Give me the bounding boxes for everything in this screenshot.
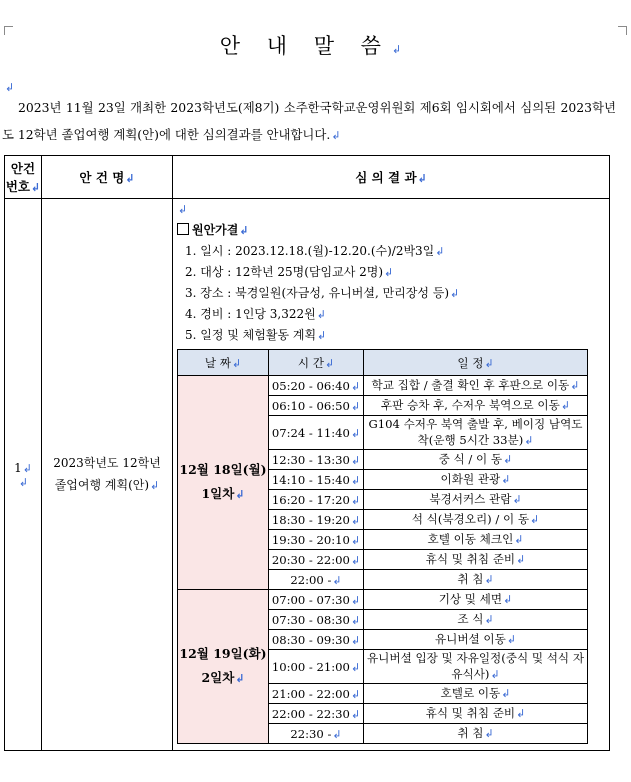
- schedule-plan: 유니버셜 이동: [434, 632, 506, 646]
- text-line: 2023학년도 12학년: [53, 456, 161, 470]
- schedule-table: [177, 349, 588, 744]
- schedule-time-cell: [269, 684, 364, 704]
- schedule-header-date: [178, 350, 269, 376]
- paragraph-mark-icon: ↲: [332, 573, 342, 587]
- schedule-time: 05:20 - 06:40: [271, 378, 350, 393]
- paragraph-mark-icon: ↲: [570, 379, 580, 392]
- paragraph-mark-icon: ↲: [484, 613, 494, 626]
- schedule-time-cell: [269, 570, 364, 590]
- checkbox-icon: [177, 223, 189, 235]
- schedule-plan: 후판 승차 후, 수저우 북역으로 이동: [380, 398, 560, 412]
- table-header-row: [5, 156, 610, 199]
- paragraph-mark-icon: ↲: [506, 633, 517, 646]
- schedule-date: 12월 18일(월): [179, 462, 267, 477]
- paragraph-mark-icon: ↲: [484, 356, 494, 370]
- paragraph-mark-icon: ↲: [350, 613, 361, 627]
- blank-line: [4, 76, 14, 95]
- schedule-plan: 석 식(북경오리) / 이 동: [411, 512, 530, 526]
- paragraph-mark-icon: ↲: [18, 475, 29, 489]
- table-row: [5, 199, 610, 751]
- paragraph-mark-icon: ↲: [235, 488, 245, 501]
- paragraph-mark-icon: ↲: [435, 245, 445, 258]
- paragraph-mark-icon: ↲: [503, 453, 513, 466]
- schedule-time-cell: [269, 416, 364, 450]
- schedule-plan: 북경서커스 관람: [429, 492, 512, 506]
- schedule-time: 22:00 -: [290, 572, 332, 587]
- schedule-plan: 유니버셜 입장 및 자유일정(중식 및 석식 자유식사): [366, 651, 585, 681]
- detail-text: 1. 일시 : 2023.12.18.(월)-12.20.(수)/2박3일: [185, 244, 435, 258]
- schedule-plan: 호텔 이동 체크인: [427, 532, 514, 546]
- paragraph-mark-icon: ↲: [178, 203, 188, 216]
- schedule-time-cell: [269, 650, 364, 684]
- detail-list: [177, 241, 609, 346]
- paragraph-mark-icon: ↲: [350, 707, 361, 721]
- schedule-plan: 학교 집합 / 출결 확인 후 후판으로 이동: [371, 378, 570, 392]
- agenda-name-cell: [42, 199, 173, 751]
- schedule-header-date-text: 날 짜: [204, 355, 231, 370]
- paragraph-mark-icon: ↲: [516, 707, 526, 720]
- schedule-plan-cell: [364, 530, 588, 550]
- schedule-time: 20:30 - 22:00: [271, 552, 350, 567]
- schedule-plan-cell: [364, 490, 588, 510]
- schedule-time: 19:30 - 20:10: [271, 532, 350, 547]
- schedule-header-row: [178, 350, 588, 376]
- paragraph-mark-icon: ↲: [501, 687, 511, 700]
- schedule-plan-cell: [364, 724, 588, 744]
- schedule-time-cell: [269, 470, 364, 490]
- schedule-time-cell: [269, 610, 364, 630]
- schedule-plan-cell: [364, 704, 588, 724]
- schedule-plan-cell: [364, 610, 588, 630]
- schedule-date-cell: [178, 376, 269, 590]
- schedule-date: 12월 19일(화): [179, 646, 267, 661]
- schedule-time: 06:10 - 06:50: [271, 398, 350, 413]
- schedule-day-label: 1일차: [201, 486, 235, 501]
- schedule-row: [178, 590, 588, 610]
- decision-text: 원안가결: [192, 223, 239, 237]
- paragraph-mark-icon: ↲: [350, 660, 361, 674]
- paragraph-mark-icon: ↲: [391, 43, 412, 56]
- paragraph-mark-icon: ↲: [30, 181, 41, 194]
- document-title: [0, 30, 631, 60]
- header-agenda-number-text: [6, 161, 40, 194]
- schedule-plan: 기상 및 세면: [438, 592, 503, 606]
- paragraph-mark-icon: ↲: [516, 553, 526, 566]
- schedule-time-cell: [269, 550, 364, 570]
- paragraph-mark-icon: ↲: [417, 172, 427, 185]
- review-result-cell: [173, 199, 610, 751]
- schedule-plan: 취 침: [457, 572, 484, 586]
- schedule-header-plan: [364, 350, 588, 376]
- detail-text: 5. 일정 및 체험활동 계획: [185, 328, 317, 342]
- paragraph-mark-icon: ↲: [22, 461, 32, 475]
- schedule-time: 10:00 - 21:00: [271, 659, 350, 674]
- agenda-name: [53, 456, 161, 492]
- agenda-number: 1: [14, 460, 22, 475]
- paragraph-mark-icon: ↲: [350, 593, 361, 607]
- schedule-plan-cell: [364, 376, 588, 396]
- schedule-time: 16:20 - 17:20: [271, 492, 350, 507]
- paragraph-mark-icon: ↲: [239, 224, 249, 237]
- paragraph-mark-icon: ↲: [484, 727, 494, 740]
- paragraph-mark-icon: ↲: [350, 399, 361, 413]
- schedule-plan: 휴식 및 취침 준비: [425, 706, 516, 720]
- schedule-plan-cell: [364, 550, 588, 570]
- schedule-plan-cell: [364, 510, 588, 530]
- paragraph-mark-icon: ↲: [324, 356, 335, 370]
- paragraph-mark-icon: ↲: [350, 633, 361, 647]
- paragraph-mark-icon: ↲: [530, 513, 540, 526]
- paragraph-mark-icon: ↲: [512, 493, 522, 506]
- schedule-time: 12:30 - 13:30: [271, 452, 350, 467]
- header-review-result-text: 심 의 결 과: [355, 170, 417, 185]
- agenda-number-cell: [5, 199, 42, 751]
- schedule-plan-cell: [364, 470, 588, 490]
- paragraph-mark-icon: ↲: [524, 434, 534, 447]
- paragraph-mark-icon: ↲: [560, 399, 571, 412]
- schedule-plan-cell: [364, 450, 588, 470]
- schedule-plan: 조 식: [457, 612, 484, 626]
- schedule-time: 14:10 - 15:40: [271, 472, 350, 487]
- paragraph-mark-icon: ↲: [514, 533, 524, 546]
- paragraph-mark-icon: ↲: [490, 668, 500, 681]
- schedule-time-cell: [269, 396, 364, 416]
- schedule-time: 07:24 - 11:40: [271, 425, 350, 440]
- schedule-plan: 이화원 관광: [440, 472, 501, 486]
- schedule-plan-cell: [364, 590, 588, 610]
- text-line: 졸업여행 계획(안): [54, 478, 150, 492]
- detail-text: 4. 경비 : 1인당 3,322원: [185, 307, 316, 321]
- schedule-time: 07:00 - 07:30: [271, 592, 350, 607]
- schedule-day-label: 2일차: [201, 670, 235, 685]
- detail-line-4: [177, 304, 609, 325]
- detail-text: 2. 대상 : 12학년 25명(담임교사 2명): [185, 265, 384, 279]
- schedule-plan-cell: [364, 416, 588, 450]
- schedule-time: 22:00 - 22:30: [271, 706, 350, 721]
- intro-text: 2023년 11월 23일 개최한 2023학년도(제8기) 소주한국학교운영위원회 제6회 임시회에서 심의된 2023학년도 12학년 졸업여행 계획(안)에 대한 심의결과를 안내합니다.: [2, 100, 616, 142]
- schedule-time-cell: [269, 724, 364, 744]
- paragraph-mark-icon: ↲: [501, 473, 511, 486]
- schedule-time-cell: [269, 590, 364, 610]
- paragraph-mark-icon: ↲: [350, 426, 361, 440]
- paragraph-mark-icon: ↲: [384, 266, 394, 279]
- paragraph-mark-icon: ↲: [316, 308, 326, 321]
- schedule-date-cell: [178, 590, 269, 744]
- paragraph-mark-icon: ↲: [350, 453, 361, 467]
- schedule-plan-cell: [364, 396, 588, 416]
- schedule-plan: G104 수저우 북역 출발 후, 베이징 남역도착(운행 5시간 33분): [368, 417, 583, 447]
- schedule-time-cell: [269, 490, 364, 510]
- schedule-plan-cell: [364, 650, 588, 684]
- header-review-result: [173, 156, 610, 199]
- schedule-header-time-text: 시 간: [297, 355, 324, 370]
- schedule-plan: 호텔로 이동: [440, 686, 501, 700]
- paragraph-mark-icon: ↲: [350, 473, 361, 487]
- detail-line-3: [177, 283, 609, 304]
- paragraph-mark-icon: ↲: [332, 727, 342, 741]
- schedule-plan: 휴식 및 취침 준비: [425, 552, 516, 566]
- blank-line: [177, 199, 609, 220]
- schedule-row: [178, 376, 588, 396]
- paragraph-mark-icon: ↲: [5, 81, 15, 94]
- paragraph-mark-icon: ↲: [150, 479, 160, 492]
- paragraph-mark-icon: ↲: [484, 573, 494, 586]
- paragraph-mark-icon: ↲: [503, 593, 513, 606]
- review-result-table: [4, 155, 610, 751]
- text-line: 안건: [10, 161, 36, 176]
- schedule-time: 18:30 - 19:20: [271, 512, 350, 527]
- schedule-time-cell: [269, 630, 364, 650]
- paragraph-mark-icon: ↲: [350, 533, 361, 547]
- schedule-plan-cell: [364, 630, 588, 650]
- intro-paragraph: [2, 94, 616, 149]
- schedule-plan: 취 침: [457, 726, 484, 740]
- schedule-body: [178, 376, 588, 744]
- schedule-time: 22:30 -: [290, 726, 332, 741]
- header-agenda-name-text: 안 건 명: [79, 170, 125, 185]
- decision-line: [177, 220, 609, 241]
- schedule-plan: 중 식 / 이 동: [438, 452, 503, 466]
- schedule-time-cell: [269, 450, 364, 470]
- paragraph-mark-icon: ↲: [317, 329, 327, 342]
- detail-line-5: [177, 325, 609, 346]
- header-agenda-name: [42, 156, 173, 199]
- schedule-header-plan-text: 일 정: [457, 355, 484, 370]
- schedule-time: 08:30 - 09:30: [271, 632, 350, 647]
- schedule-header-time: [269, 350, 364, 376]
- paragraph-mark-icon: ↲: [350, 553, 361, 567]
- detail-text: 3. 장소 : 북경일원(자금성, 유니버셜, 만리장성 등): [185, 286, 450, 300]
- paragraph-mark-icon: ↲: [235, 672, 245, 685]
- paragraph-mark-icon: ↲: [350, 687, 361, 701]
- paragraph-mark-icon: ↲: [450, 287, 460, 300]
- paragraph-mark-icon: ↲: [231, 356, 242, 370]
- paragraph-mark-icon: ↲: [350, 513, 361, 527]
- detail-line-1: [177, 241, 609, 262]
- text-line: 번호: [5, 179, 30, 194]
- document-title-text: 안 내 말 씀: [219, 34, 391, 58]
- header-agenda-number: [5, 156, 42, 199]
- schedule-plan-cell: [364, 570, 588, 590]
- schedule-time-cell: [269, 704, 364, 724]
- schedule-time-cell: [269, 530, 364, 550]
- paragraph-mark-icon: ↲: [350, 379, 361, 393]
- schedule-plan-cell: [364, 684, 588, 704]
- schedule-time: 07:30 - 08:30: [271, 612, 350, 627]
- schedule-time-cell: [269, 376, 364, 396]
- paragraph-mark-icon: ↲: [331, 129, 341, 142]
- detail-line-2: [177, 262, 609, 283]
- paragraph-mark-icon: ↲: [125, 172, 135, 185]
- schedule-time: 21:00 - 22:00: [271, 686, 350, 701]
- schedule-time-cell: [269, 510, 364, 530]
- paragraph-mark-icon: ↲: [350, 493, 361, 507]
